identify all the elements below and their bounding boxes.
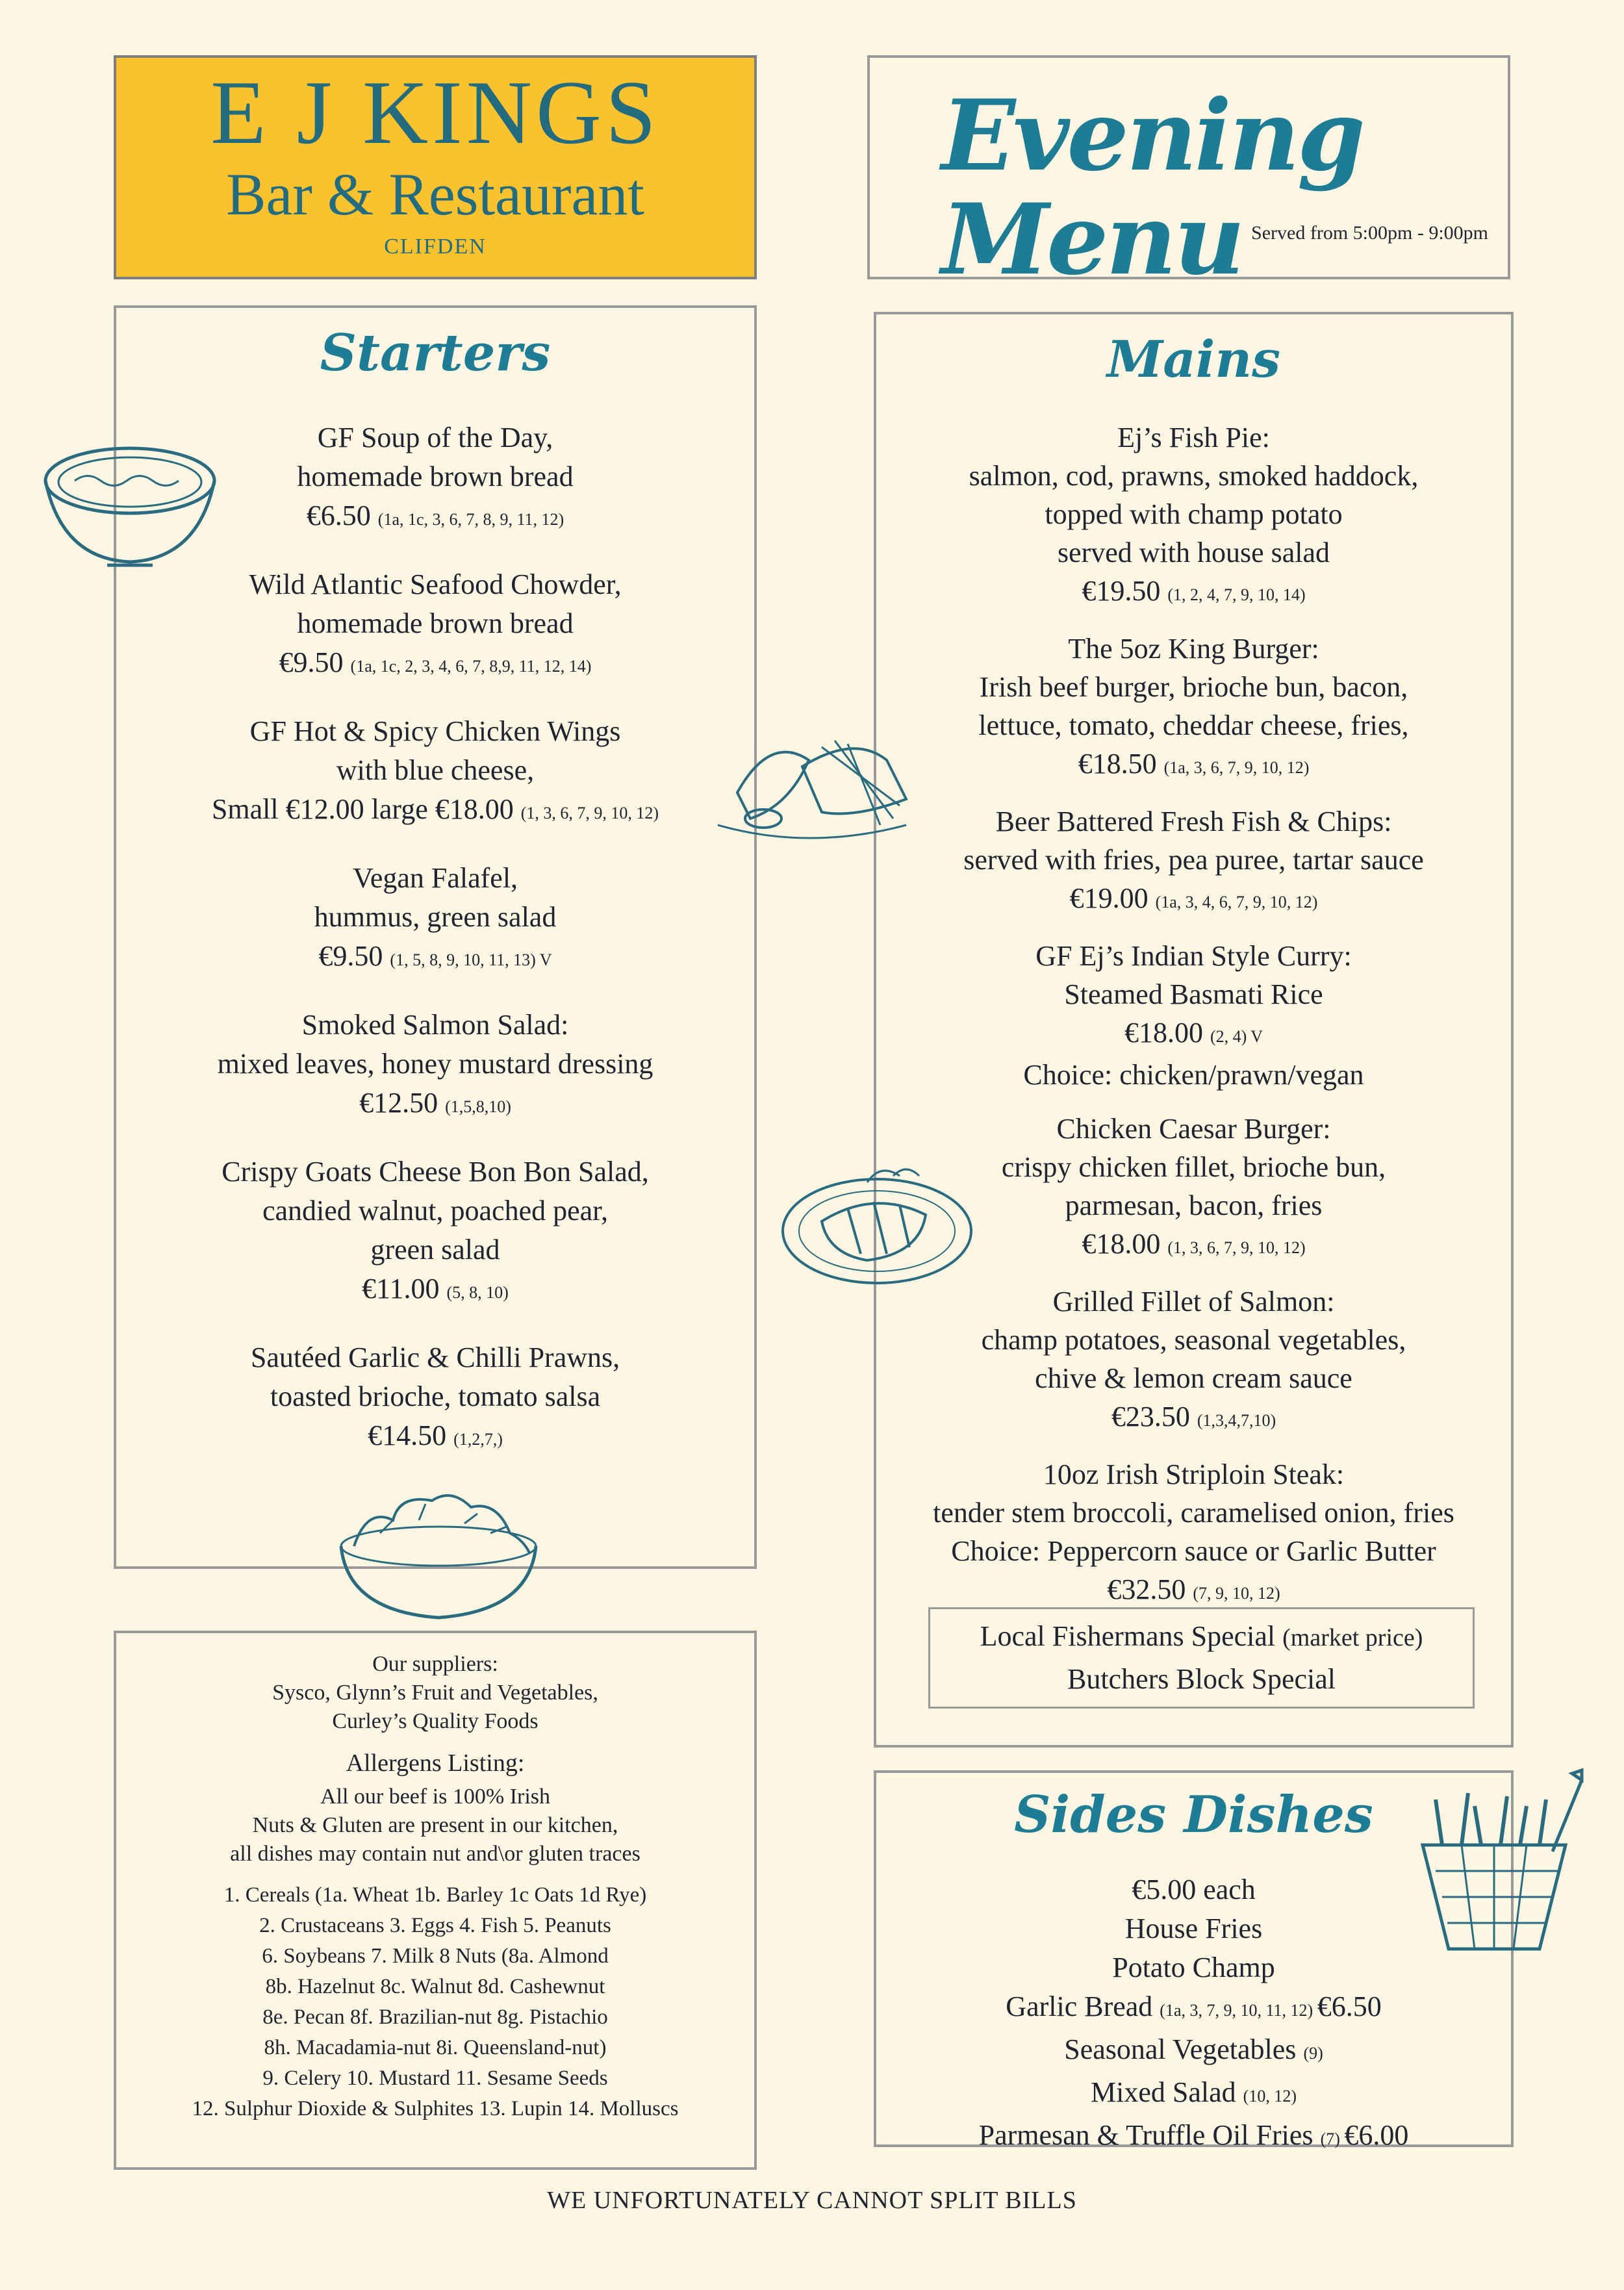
starter-item-line: toasted brioche, tomato salsa [270,1380,601,1412]
starter-item-line: GF Hot & Spicy Chicken Wings [249,715,621,747]
fish-and-chips-icon [711,721,913,845]
starter-item-allergens: (1a, 1c, 2, 3, 4, 6, 7, 8,9, 11, 12, 14) [350,657,592,676]
allergen-list [116,1880,754,2124]
salmon-plate-icon [776,1156,978,1293]
salad-bowl-icon [322,1488,555,1624]
main-item-line: topped with champ potato [1045,498,1343,530]
main-item-price-line [876,744,1511,787]
starter-item [116,1152,754,1312]
side-item-allergens: (1a, 3, 7, 9, 10, 11, 12) [1160,2001,1317,2020]
main-item-price: €19.50 [1082,575,1168,607]
starter-item [116,1338,754,1459]
main-item-allergens: (1,3,4,7,10) [1197,1411,1276,1430]
side-item-allergens: (10, 12) [1243,2087,1297,2106]
starter-item-price: Small €12.00 large €18.00 [211,793,521,825]
starter-item [116,1006,754,1126]
logo-title: E J KINGS [210,62,660,163]
main-item-allergens: (1a, 3, 6, 7, 9, 10, 12) [1163,758,1310,777]
butchers-special: Butchers Block Special [1067,1663,1336,1695]
fishermans-special: Local Fishermans Special (market price) [980,1620,1423,1652]
main-item [876,418,1511,614]
starter-item-price: €9.50 [279,646,351,678]
main-item [876,1282,1511,1440]
starter-item-allergens: (1, 5, 8, 9, 10, 11, 13) V [390,950,552,969]
evening-menu-box [867,55,1510,297]
main-item-price-line [876,879,1511,921]
starter-item-line: Smoked Salmon Salad: [301,1009,569,1041]
allergen-list-line: 8b. Hazelnut 8c. Walnut 8d. Cashewnut [265,1975,605,1998]
main-item [876,802,1511,921]
sides-title: Sides Dishes [1014,1785,1373,1844]
starter-item-allergens: (1a, 1c, 3, 6, 7, 8, 9, 11, 12) [377,510,565,529]
main-item-line: parmesan, bacon, fries [1065,1190,1323,1221]
main-item-line: chive & lemon cream sauce [1035,1362,1352,1394]
main-item-line: GF Ej’s Indian Style Curry: [1035,940,1352,972]
main-item-price-line [876,1397,1511,1440]
allergen-list-line: 8e. Pecan 8f. Brazilian-nut 8g. Pistachio [262,2005,608,2029]
starter-item-price-line [116,1269,754,1312]
starter-item-line: hummus, green salad [314,901,557,933]
main-item-line: champ potatoes, seasonal vegetables, [981,1324,1406,1356]
starter-item [116,565,754,686]
main-item-price: €18.00 [1124,1017,1210,1049]
starter-item-line: Crispy Goats Cheese Bon Bon Salad, [222,1156,649,1188]
starter-item-line: homemade brown bread [297,607,574,639]
side-item-name: Parmesan & Truffle Oil Fries [978,2119,1321,2151]
mains-list [876,418,1511,1628]
main-item-line: Beer Battered Fresh Fish & Chips: [995,806,1392,837]
starter-item-allergens: (1,2,7,) [453,1430,503,1449]
side-item [876,2116,1511,2159]
main-item-line: Steamed Basmati Rice [1064,978,1323,1010]
allergen-list-line: 1. Cereals (1a. Wheat 1b. Barley 1c Oats 1d Rye) [223,1883,647,1907]
main-item-line: Choice: Peppercorn sauce or Garlic Butter [951,1535,1436,1567]
logo-town: CLIFDEN [384,235,487,259]
starters-title: Starters [320,324,551,383]
suppliers-line: Curley’s Quality Foods [332,1709,539,1733]
starter-item-price-line [116,643,754,686]
main-item-line: served with house salad [1057,537,1330,568]
allergen-list-line: 8h. Macadamia-nut 8i. Queensland-nut) [264,2036,607,2059]
mains-section [874,312,1514,1748]
starter-item [116,859,754,980]
starter-item-allergens: (1, 3, 6, 7, 9, 10, 12) [520,804,659,822]
soup-bowl-icon [36,435,224,578]
allergen-list-line: 2. Crustaceans 3. Eggs 4. Fish 5. Peanuts [259,1914,611,1937]
starter-item-line: Wild Atlantic Seafood Chowder, [249,568,622,600]
starter-item-line: mixed leaves, honey mustard dressing [217,1048,653,1080]
starter-item-line: homemade brown bread [297,461,574,492]
main-item-price: €23.50 [1111,1401,1197,1432]
allergens-title: Allergens Listing: [346,1749,525,1777]
main-item-line: The 5oz King Burger: [1068,633,1319,665]
side-item-price: €6.50 [1317,1991,1382,2022]
starter-item-allergens: (5, 8, 10) [446,1283,509,1302]
starter-item-price: €12.50 [359,1087,446,1119]
main-item-line: 10oz Irish Striploin Steak: [1043,1458,1345,1490]
side-item-name: Potato Champ [1112,1952,1275,1983]
starter-item-line: Sautéed Garlic & Chilli Prawns, [250,1342,620,1373]
main-item-price-line [876,1013,1511,1056]
starter-item [116,712,754,833]
starter-item-price-line [116,790,754,833]
main-item-price: €18.00 [1082,1228,1168,1260]
logo-subtitle: Bar & Restaurant [226,161,644,227]
main-item-line: lettuce, tomato, cheddar cheese, fries, [978,709,1409,741]
starter-item-price: €14.50 [368,1419,454,1451]
sides-price-each: €5.00 each [1132,1874,1256,1905]
main-item-allergens: (1a, 3, 4, 6, 7, 9, 10, 12) [1155,893,1318,911]
suppliers-title: Our suppliers: [372,1652,498,1676]
footer-note: WE UNFORTUNATELY CANNOT SPLIT BILLS [547,2187,1077,2214]
main-item-price-line [876,572,1511,614]
side-item-name: Garlic Bread [1006,1991,1160,2022]
starter-item-price: €6.50 [306,500,378,531]
suppliers-line: Sysco, Glynn’s Fruit and Vegetables, [272,1681,598,1705]
info-section [114,1631,757,2170]
side-item-name: Seasonal Vegetables [1064,2033,1304,2065]
main-item-allergens: (2, 4) V [1210,1027,1263,1046]
starter-item-allergens: (1,5,8,10) [445,1097,511,1116]
fries-basket-icon [1410,1767,1592,1962]
starter-item-line: candied walnut, poached pear, [262,1195,609,1227]
allergen-note: all dishes may contain nut and\or gluten traces [230,1842,641,1866]
allergen-list-line: 9. Celery 10. Mustard 11. Sesame Seeds [262,2067,608,2090]
starter-item-line: green salad [370,1234,500,1266]
main-item [876,937,1511,1094]
main-item-line: Chicken Caesar Burger: [1056,1113,1331,1145]
served-times: Served from 5:00pm - 9:00pm [1251,222,1488,244]
main-item-line: tender stem broccoli, caramelised onion, fries [933,1497,1454,1529]
starter-item-price-line [116,937,754,980]
mains-title: Mains [1106,330,1281,389]
specials-box [928,1607,1475,1709]
main-item-line: Irish beef burger, brioche bun, bacon, [979,671,1408,703]
side-item-name: Mixed Salad [1091,2076,1243,2108]
allergen-note: All our beef is 100% Irish [320,1785,551,1809]
starter-item-line: with blue cheese, [336,754,535,786]
starters-list [116,418,754,1485]
side-item [876,2073,1511,2116]
starter-item-price-line [116,1416,754,1459]
side-item-name: House Fries [1124,1913,1263,1944]
main-item-allergens: (1, 2, 4, 7, 9, 10, 14) [1167,585,1306,604]
allergen-list-line: 12. Sulphur Dioxide & Sulphites 13. Lupin 14. Molluscs [192,2097,679,2120]
main-item-price: €32.50 [1107,1573,1193,1605]
starter-item-price-line [116,1084,754,1126]
side-item-allergens: (9) [1303,2044,1323,2063]
main-item [876,1455,1511,1612]
side-item-price: €6.00 [1344,2119,1409,2151]
main-item-line: served with fries, pea puree, tartar sauce [963,844,1424,876]
main-item-price-line [876,1570,1511,1612]
main-item-line: Ej’s Fish Pie: [1117,422,1270,453]
allergen-list-line: 6. Soybeans 7. Milk 8 Nuts (8a. Almond [262,1944,609,1968]
starter-item-price: €11.00 [362,1273,447,1304]
main-item-line: Grilled Fillet of Salmon: [1052,1286,1335,1317]
allergen-note: Nuts & Gluten are present in our kitchen, [252,1813,618,1837]
starter-item-line: Vegan Falafel, [352,862,518,894]
starter-item-price: €9.50 [318,940,390,972]
main-item-line: crispy chicken fillet, brioche bun, [1001,1151,1386,1183]
evening-menu-title: Evening Menu [941,79,1363,297]
main-item-choice: Choice: chicken/prawn/vegan [1023,1059,1364,1091]
main-item [876,630,1511,787]
starter-item-line: GF Soup of the Day, [317,422,553,453]
main-item-price: €19.00 [1069,882,1156,914]
main-item-allergens: (1, 3, 6, 7, 9, 10, 12) [1167,1238,1306,1257]
main-item-allergens: (7, 9, 10, 12) [1193,1584,1280,1603]
logo-box [114,55,757,279]
main-item-line: salmon, cod, prawns, smoked haddock, [969,460,1419,492]
side-item [876,1987,1511,2030]
side-item [876,2030,1511,2073]
main-item-price: €18.50 [1078,748,1164,780]
side-item-allergens: (7) [1320,2130,1345,2148]
